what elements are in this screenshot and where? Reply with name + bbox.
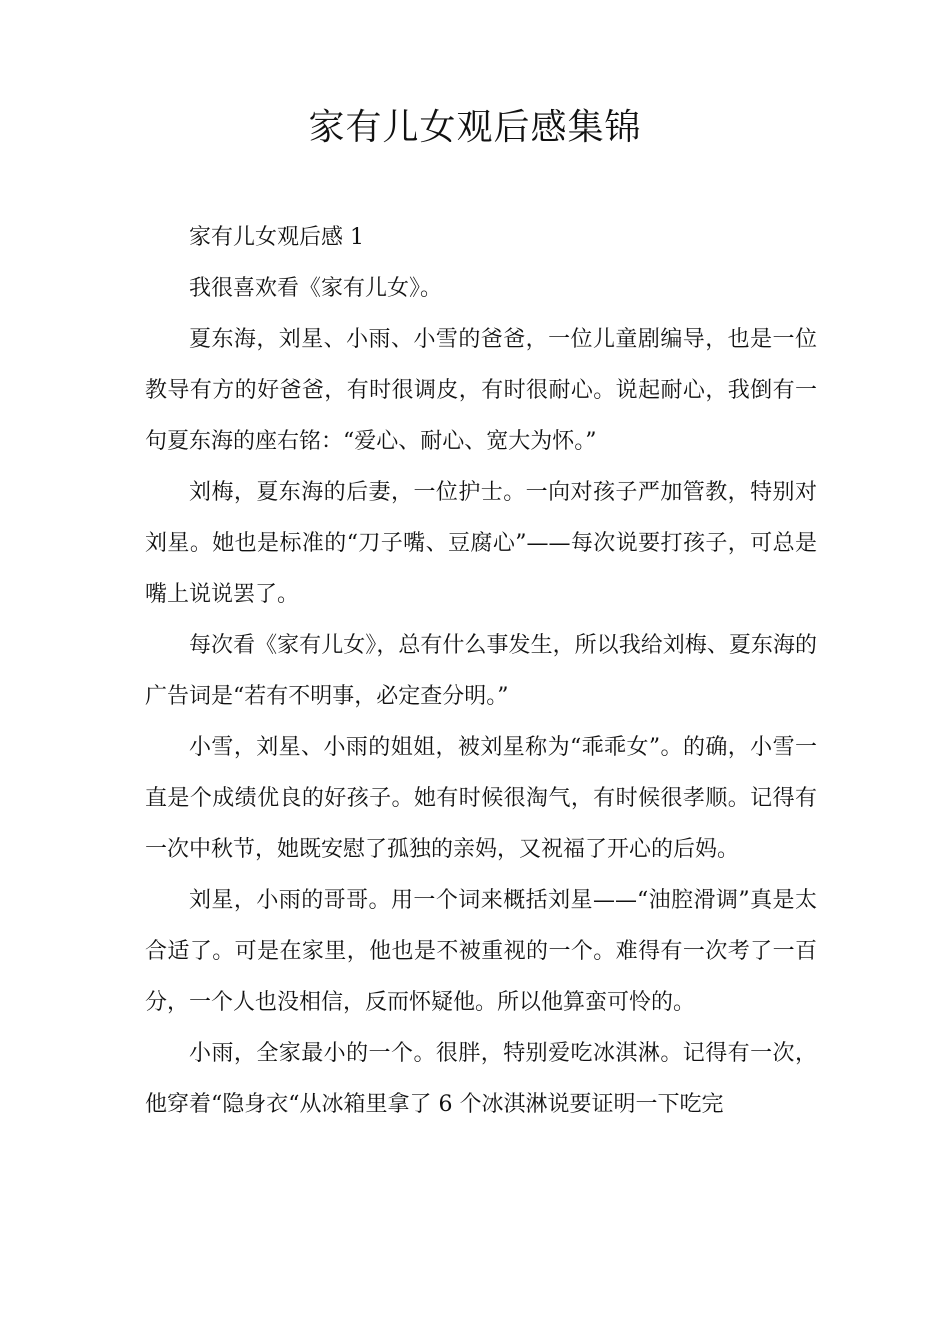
paragraph: 小雪，刘星、小雨的姐姐，被刘星称为“乖乖女”。的确，小雪一直是个成绩优良的好孩子。她有时候很淘气，有时候很孝顺。记得有一次中秋节，她既安慰了孤独的亲妈，又祝福了开心的后妈。 [145,735,817,862]
paragraph: 小雨，全家最小的一个。很胖，特别爱吃冰淇淋。记得有一次，他穿着“隐身衣“从冰箱里拿了 6 个冰淇淋说要证明一下吃完 [145,1041,817,1117]
paragraph: 夏东海，刘星、小雨、小雪的爸爸，一位儿童剧编导，也是一位教导有方的好爸爸，有时很调皮，有时很耐心。说起耐心，我倒有一句夏东海的座右铭：“爱心、耐心、宽大为怀。” [145,327,817,454]
section-heading: 家有儿女观后感 1 [189,225,364,250]
paragraph: 每次看《家有儿女》，总有什么事发生，所以我给刘梅、夏东海的广告词是“若有不明事，必定查分明。” [145,633,817,709]
paragraph: 刘梅，夏东海的后妻，一位护士。一向对孩子严加管教，特别对刘星。她也是标准的“刀子嘴、豆腐心”——每次说要打孩子，可总是嘴上说说罢了。 [145,480,817,607]
paragraph: 刘星，小雨的哥哥。用一个词来概括刘星——“油腔滑调”真是太合适了。可是在家里，他也是不被重视的一个。难得有一次考了一百分，一个人也没相信，反而怀疑他。所以他算蛮可怜的。 [145,888,817,1015]
paragraph: 我很喜欢看《家有儿女》。 [189,276,443,301]
document-title: 家有儿女观后感集锦 [308,107,642,148]
document-body [145,212,817,1130]
